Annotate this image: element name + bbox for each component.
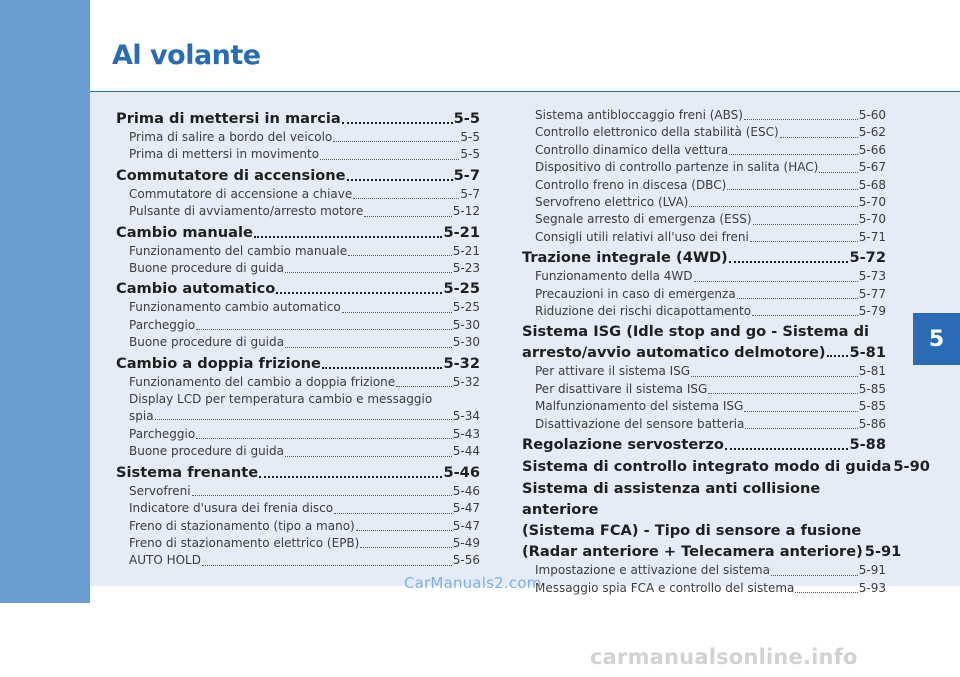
- toc-entry-label: Per attivare il sistema ISG: [535, 364, 691, 379]
- toc-entry-label: Commutatore di accensione: [116, 166, 346, 184]
- toc-page-number: 5-44: [452, 444, 480, 459]
- toc-entry-label: Servofreni: [129, 483, 191, 498]
- toc-heading[interactable]: [522, 434, 886, 455]
- leader-dots: [342, 122, 453, 124]
- toc-entry-label: Sistema frenante: [116, 463, 259, 481]
- toc-entry-line[interactable]: [129, 408, 480, 425]
- leader-dots: [744, 411, 857, 412]
- toc-entry-label: Riduzione dei rischi dicapottamento: [535, 304, 752, 319]
- toc-page-number: 5-71: [858, 229, 886, 244]
- toc-heading-line: Sistema ISG (Idle stop and go - Sistema di: [522, 323, 870, 341]
- toc-subentry[interactable]: [522, 124, 886, 141]
- toc-subentry[interactable]: [522, 159, 886, 176]
- leader-dots: [729, 154, 858, 155]
- leader-dots: [725, 448, 849, 450]
- toc-entry-label: Dispositivo di controllo partenze in salita (HAC): [535, 160, 819, 175]
- toc-page-number: 5-56: [452, 553, 480, 568]
- toc-page-number: 5-72: [849, 249, 886, 267]
- toc-page-number: 5-67: [858, 160, 886, 175]
- leader-dots: [196, 438, 452, 439]
- toc-page-number: 5-30: [452, 335, 480, 350]
- toc-entry-label-line: Display LCD per temperatura cambio e messaggio: [129, 392, 433, 407]
- toc-subentry[interactable]: [522, 562, 886, 579]
- toc-page-number: 5-12: [452, 204, 480, 219]
- leader-dots: [752, 315, 858, 316]
- toc-page-number: 5-7: [453, 166, 480, 184]
- toc-subentry[interactable]: [116, 483, 480, 500]
- toc-page-number: 5-85: [858, 381, 886, 396]
- toc-entry-label: Cambio automatico: [116, 280, 276, 298]
- toc-entry-label: Prima di mettersi in movimento: [129, 147, 320, 162]
- leader-dots: [285, 456, 452, 457]
- toc-page-number: 5-88: [849, 436, 886, 454]
- toc-page-number: 5-77: [858, 286, 886, 301]
- chapter-tab[interactable]: 5: [913, 313, 960, 365]
- toc-page-number: 5-81: [849, 344, 886, 362]
- toc-subentry[interactable]: [116, 317, 480, 334]
- toc-page-number: 5-30: [452, 317, 480, 332]
- toc-entry-label: Precauzioni in caso di emergenza: [535, 286, 736, 301]
- toc-page-number: 5-34: [452, 409, 480, 424]
- leader-dots: [819, 172, 857, 173]
- toc-subentry[interactable]: [116, 443, 480, 460]
- toc-page-number: 5-79: [858, 304, 886, 319]
- toc-page-number: 5-32: [452, 374, 480, 389]
- toc-page-number: 5-68: [858, 177, 886, 192]
- toc-subentry[interactable]: [522, 211, 886, 228]
- toc-page-number: 5-25: [443, 280, 480, 298]
- toc-subentry[interactable]: [116, 334, 480, 351]
- toc-entry-label: Freno di stazionamento (tipo a mano): [129, 518, 355, 533]
- toc-heading[interactable]: [116, 462, 480, 483]
- toc-page-number: 5-21: [443, 223, 480, 241]
- toc-page-number: 5-47: [452, 501, 480, 516]
- toc-entry-label: Disattivazione del sensore batteria: [535, 416, 745, 431]
- toc-entry-label: Indicatore d'usura dei frenia disco: [129, 501, 334, 516]
- leader-dots: [276, 292, 442, 294]
- toc-right-column: [522, 107, 930, 597]
- toc-subentry[interactable]: [522, 107, 886, 124]
- toc-entry-label: spia: [129, 409, 154, 424]
- leader-dots: [155, 419, 452, 420]
- toc-entry-label: Trazione integrale (4WD): [522, 249, 728, 267]
- page-title: Al volante: [112, 40, 261, 71]
- toc-page-number: 5-46: [452, 483, 480, 498]
- leader-dots: [347, 179, 453, 181]
- toc-entry-label: AUTO HOLD: [129, 553, 201, 568]
- toc-page-number: 5-85: [858, 399, 886, 414]
- toc-page-number: 5-81: [858, 364, 886, 379]
- toc-entry-label: Impostazione e attivazione del sistema: [535, 563, 770, 578]
- toc-subentry[interactable]: [116, 518, 480, 535]
- toc-page-number: 5-70: [858, 212, 886, 227]
- toc-entry-label: Parcheggio: [129, 426, 196, 441]
- toc-subentry[interactable]: [116, 243, 480, 260]
- toc-subentry[interactable]: [522, 142, 886, 159]
- leader-dots: [322, 367, 443, 369]
- toc-entry-label: Pulsante di avviamento/arresto motore: [129, 204, 364, 219]
- left-color-bar: [0, 0, 90, 603]
- toc-subentry[interactable]: [116, 129, 480, 146]
- toc-subentry[interactable]: [522, 194, 886, 211]
- toc-entry-label: Funzionamento cambio automatico: [129, 300, 341, 315]
- toc-entry-label: Cambio manuale: [116, 223, 253, 241]
- toc-page-number: 5-91: [858, 563, 886, 578]
- leader-dots: [750, 241, 858, 242]
- toc-heading[interactable]: [116, 165, 480, 186]
- leader-dots: [745, 428, 857, 429]
- toc-heading-line: Sistema di assistenza anti collisione anteriore: [522, 480, 821, 519]
- toc-subentry[interactable]: [116, 426, 480, 443]
- leader-dots: [356, 530, 452, 531]
- toc-subentry[interactable]: [522, 416, 886, 433]
- toc-page-number: 5-93: [858, 580, 886, 595]
- toc-entry-label: Servofreno elettrico (LVA): [535, 195, 689, 210]
- leader-dots: [744, 119, 858, 120]
- toc-subentry[interactable]: [116, 500, 480, 517]
- toc-subentry[interactable]: [522, 381, 886, 398]
- toc-entry-label: arresto/avvio automatico delmotore): [522, 344, 826, 362]
- toc-subentry[interactable]: [116, 299, 480, 316]
- toc-entry-line[interactable]: [522, 342, 886, 363]
- toc-entry-label: Cambio a doppia frizione: [116, 354, 321, 372]
- toc-entry-label: Controllo dinamico della vettura: [535, 142, 729, 157]
- leader-dots: [708, 393, 857, 394]
- leader-dots: [259, 476, 442, 478]
- toc-page-number: 5-66: [858, 142, 886, 157]
- toc-page-number: 5-32: [443, 354, 480, 372]
- toc-entry-label: Sistema antibloccaggio freni (ABS): [535, 108, 743, 122]
- leader-dots: [320, 159, 459, 160]
- toc-subentry[interactable]: [116, 552, 480, 569]
- toc-subentry[interactable]: [522, 268, 886, 285]
- toc-page-number: 5-60: [858, 108, 886, 122]
- leader-dots: [360, 547, 451, 548]
- toc-subentry[interactable]: [116, 260, 480, 277]
- toc-page-number: 5-23: [452, 261, 480, 276]
- toc-subentry[interactable]: [116, 391, 480, 426]
- leader-dots: [396, 386, 452, 387]
- toc-page-number: 5-62: [858, 125, 886, 140]
- toc-entry-label: Funzionamento del cambio a doppia frizione: [129, 374, 396, 389]
- leader-dots: [202, 565, 452, 566]
- toc-page-number: 5-47: [452, 518, 480, 533]
- toc-subentry[interactable]: [522, 398, 886, 415]
- toc-page-number: 5-91: [864, 543, 902, 561]
- toc-page-number: 5-86: [858, 416, 886, 431]
- toc-subentry[interactable]: [116, 186, 480, 203]
- toc-entry-label: Buone procedure di guida: [129, 335, 284, 350]
- toc-heading[interactable]: [522, 478, 902, 562]
- leader-dots: [729, 261, 849, 263]
- toc-page-number: 5-5: [460, 147, 480, 162]
- toc-entry-label: Commutatore di accensione a chiave: [129, 186, 353, 201]
- toc-entry-label: Prima di salire a bordo del veicolo: [129, 130, 333, 144]
- leader-dots: [348, 255, 452, 256]
- leader-dots: [333, 141, 459, 142]
- toc-subentry[interactable]: [116, 146, 480, 163]
- toc-heading[interactable]: [116, 278, 480, 299]
- toc-entry-label: Buone procedure di guida: [129, 444, 284, 459]
- toc-page-number: 5-49: [452, 535, 480, 550]
- toc-subentry[interactable]: [522, 303, 886, 320]
- leader-dots: [780, 137, 858, 138]
- toc-entry-label: Sistema di controllo integrato modo di guida: [522, 458, 892, 476]
- toc-page-number: 5-21: [452, 243, 480, 258]
- toc-entry-label: Messaggio spia FCA e controllo del sistema: [535, 580, 795, 595]
- toc-heading[interactable]: [116, 108, 480, 129]
- watermark-text: CarManuals2.com: [404, 574, 542, 592]
- toc-entry-label: Malfunzionamento del sistema ISG: [535, 399, 744, 414]
- leader-dots: [827, 355, 849, 357]
- leader-dots: [795, 592, 857, 593]
- leader-dots: [753, 224, 858, 225]
- toc-heading[interactable]: [522, 247, 886, 268]
- toc-subentry[interactable]: [522, 229, 886, 246]
- leader-dots: [364, 216, 452, 217]
- leader-dots: [771, 575, 858, 576]
- toc-subentry[interactable]: [522, 580, 886, 597]
- toc-page-number: 5-5: [460, 130, 480, 144]
- toc-subentry[interactable]: [116, 203, 480, 220]
- toc-entry-label: Funzionamento del cambio manuale: [129, 243, 348, 258]
- leader-dots: [727, 189, 857, 190]
- toc-page-number: 5-46: [443, 463, 480, 481]
- toc-subentry[interactable]: [522, 177, 886, 194]
- leader-dots: [737, 298, 858, 299]
- footer-watermark: carmanualsonline.info: [590, 645, 858, 669]
- toc-page-number: 5-7: [460, 186, 480, 201]
- toc-page-number: 5-70: [858, 195, 886, 210]
- toc-entry-line[interactable]: [522, 541, 902, 562]
- toc-entry-label: Freno di stazionamento elettrico (EPB): [129, 535, 360, 550]
- toc-heading[interactable]: [116, 353, 480, 374]
- toc-heading[interactable]: [116, 222, 480, 243]
- toc-entry-label: Funzionamento della 4WD: [535, 269, 693, 284]
- toc-subentry[interactable]: [522, 286, 886, 303]
- toc-entry-label: Controllo freno in discesa (DBC): [535, 177, 727, 192]
- leader-dots: [192, 495, 452, 496]
- leader-dots: [689, 206, 857, 207]
- leader-dots: [353, 198, 459, 199]
- leader-dots: [285, 347, 452, 348]
- leader-dots: [691, 376, 858, 377]
- toc-entry-label: Parcheggio: [129, 317, 196, 332]
- toc-subentry[interactable]: [116, 374, 480, 391]
- toc-page-number: 5-73: [858, 269, 886, 284]
- toc-entry-label: Per disattivare il sistema ISG: [535, 381, 708, 396]
- leader-dots: [196, 329, 452, 330]
- toc-heading[interactable]: [522, 321, 886, 363]
- toc-entry-label: Regolazione servosterzo: [522, 436, 724, 454]
- toc-subentry[interactable]: [116, 535, 480, 552]
- toc-entry-label: Consigli utili relativi all'uso dei freni: [535, 229, 749, 244]
- leader-dots: [334, 513, 452, 514]
- toc-entry-label: Segnale arresto di emergenza (ESS): [535, 212, 752, 227]
- toc-entry-label: Buone procedure di guida: [129, 261, 284, 276]
- leader-dots: [342, 312, 452, 313]
- toc-page-number: 5-25: [452, 300, 480, 315]
- toc-page-number: 5-90: [893, 458, 930, 476]
- leader-dots: [694, 281, 858, 282]
- toc-subentry[interactable]: [522, 363, 886, 380]
- toc-left-column: [116, 107, 480, 570]
- toc-heading[interactable]: [522, 456, 930, 477]
- toc-page-number: 5-43: [452, 426, 480, 441]
- leader-dots: [254, 236, 443, 238]
- toc-entry-label: Prima di mettersi in marcia: [116, 110, 341, 127]
- toc-entry-label: Controllo elettronico della stabilità (ESC): [535, 125, 779, 140]
- leader-dots: [285, 272, 452, 273]
- toc-entry-label: (Radar anteriore + Telecamera anteriore): [522, 543, 863, 561]
- toc-heading-line: (Sistema FCA) - Tipo di sensore a fusione: [522, 522, 862, 540]
- toc-page-number: 5-5: [453, 110, 480, 127]
